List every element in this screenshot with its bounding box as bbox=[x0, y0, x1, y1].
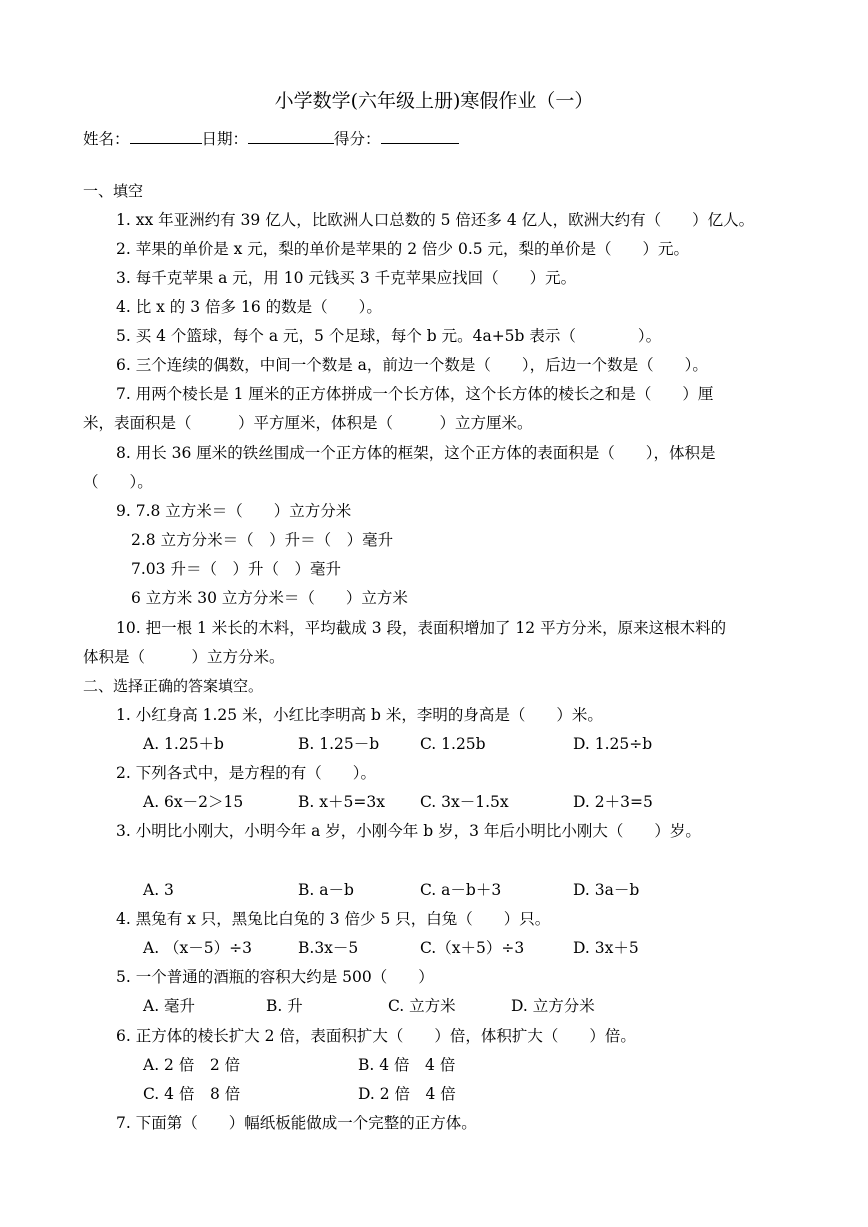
option-b: B. 升 bbox=[266, 997, 303, 1015]
choice-question: 2. 下列各式中，是方程的有（ ）。 bbox=[116, 764, 376, 782]
question-line: 4. 比 x 的 3 倍多 16 的数是（ ）。 bbox=[116, 298, 382, 316]
choice-question: 3. 小明比小刚大，小明今年 a 岁，小刚今年 b 岁，3 年后小明比小刚大（ ）岁。 bbox=[116, 822, 701, 840]
option-d: D. 2 倍 4 倍 bbox=[358, 1085, 456, 1103]
question-line: 6. 三个连续的偶数，中间一个数是 a，前边一个数是（ ），后边一个数是（ ）。 bbox=[116, 356, 708, 374]
option-c: C. 4 倍 8 倍 bbox=[143, 1085, 241, 1103]
question-line: 7. 用两个棱长是 1 厘米的正方体拼成一个长方体，这个长方体的棱长之和是（ ）厘 bbox=[116, 385, 714, 403]
option-a: A. 毫升 bbox=[143, 997, 196, 1015]
option-b: B. 1.25－b bbox=[298, 735, 380, 753]
choice-question: 4. 黑兔有 x 只，黑兔比白兔的 3 倍少 5 只，白兔（ ）只。 bbox=[116, 910, 551, 928]
student-info-header bbox=[83, 127, 459, 149]
date-blank bbox=[248, 129, 334, 144]
question-line: 7.03 升＝（ ）升（ ）毫升 bbox=[131, 560, 341, 578]
name-label: 姓名： bbox=[83, 130, 130, 148]
option-d: D. 3a－b bbox=[573, 881, 640, 899]
option-c: C.（x＋5）÷3 bbox=[420, 939, 525, 957]
option-d: D. 1.25÷b bbox=[573, 735, 653, 753]
option-d: D. 3x＋5 bbox=[573, 939, 639, 957]
option-c: C. 3x－1.5x bbox=[420, 793, 509, 811]
choice-question: 5. 一个普通的酒瓶的容积大约是 500（ ） bbox=[116, 968, 434, 986]
date-label: 日期： bbox=[201, 130, 249, 148]
question-line: 10. 把一根 1 米长的木料，平均截成 3 段，表面积增加了 12 平方分米，原来这根木料的 bbox=[116, 619, 727, 637]
question-line: （ ）。 bbox=[83, 473, 153, 491]
choice-question: 1. 小红身高 1.25 米，小红比李明高 b 米，李明的身高是（ ）米。 bbox=[116, 706, 603, 724]
option-b: B. x＋5=3x bbox=[298, 793, 385, 811]
option-c: C. 1.25b bbox=[420, 735, 486, 753]
option-b: B.3x－5 bbox=[298, 939, 359, 957]
option-a: A. （x－5）÷3 bbox=[143, 939, 252, 957]
question-line: 1. xx 年亚洲约有 39 亿人，比欧洲人口总数的 5 倍还多 4 亿人，欧洲大约有（ ）亿人。 bbox=[116, 211, 755, 229]
section-heading-fill-in: 一、填空 bbox=[83, 182, 144, 200]
page-title: 小学数学(六年级上册)寒假作业（一） bbox=[274, 90, 594, 112]
option-a: A. 1.25＋b bbox=[143, 735, 224, 753]
question-line: 米，表面积是（ ）平方厘米，体积是（ ）立方厘米。 bbox=[83, 414, 533, 432]
question-line: 体积是（ ）立方分米。 bbox=[83, 648, 285, 666]
option-b: B. 4 倍 4 倍 bbox=[358, 1056, 456, 1074]
choice-question: 6. 正方体的棱长扩大 2 倍，表面积扩大（ ）倍，体积扩大（ ）倍。 bbox=[116, 1027, 636, 1045]
question-line: 8. 用长 36 厘米的铁丝围成一个正方体的框架，这个正方体的表面积是（ ），体积是 bbox=[116, 444, 716, 462]
option-a: A. 2 倍 2 倍 bbox=[143, 1056, 241, 1074]
option-c: C. a－b＋3 bbox=[420, 881, 502, 899]
question-line: 5. 买 4 个篮球，每个 a 元，5 个足球，每个 b 元。4a+5b 表示（ ）。 bbox=[116, 327, 662, 345]
question-line: 9. 7.8 立方米＝（ ）立方分米 bbox=[116, 502, 352, 520]
question-line: 6 立方米 30 立方分米＝（ ）立方米 bbox=[131, 589, 408, 607]
name-blank bbox=[130, 129, 202, 144]
option-a: A. 6x－2＞15 bbox=[143, 793, 244, 811]
option-a: A. 3 bbox=[143, 881, 174, 899]
option-d: D. 2＋3=5 bbox=[573, 793, 653, 811]
choice-question: 7. 下面第（ ）幅纸板能做成一个完整的正方体。 bbox=[116, 1114, 477, 1132]
option-d: D. 立方分米 bbox=[511, 997, 595, 1015]
option-b: B. a－b bbox=[298, 881, 354, 899]
score-label: 得分： bbox=[334, 130, 381, 148]
option-c: C. 立方米 bbox=[388, 997, 456, 1015]
question-line: 2. 苹果的单价是 x 元，梨的单价是苹果的 2 倍少 0.5 元，梨的单价是（ ）元。 bbox=[116, 240, 690, 258]
score-blank bbox=[381, 129, 459, 144]
question-line: 3. 每千克苹果 a 元，用 10 元钱买 3 千克苹果应找回（ ）元。 bbox=[116, 269, 577, 287]
section-heading-multiple-choice: 二、选择正确的答案填空。 bbox=[83, 677, 264, 695]
question-line: 2.8 立方分米＝（ ）升＝（ ）毫升 bbox=[131, 531, 394, 549]
